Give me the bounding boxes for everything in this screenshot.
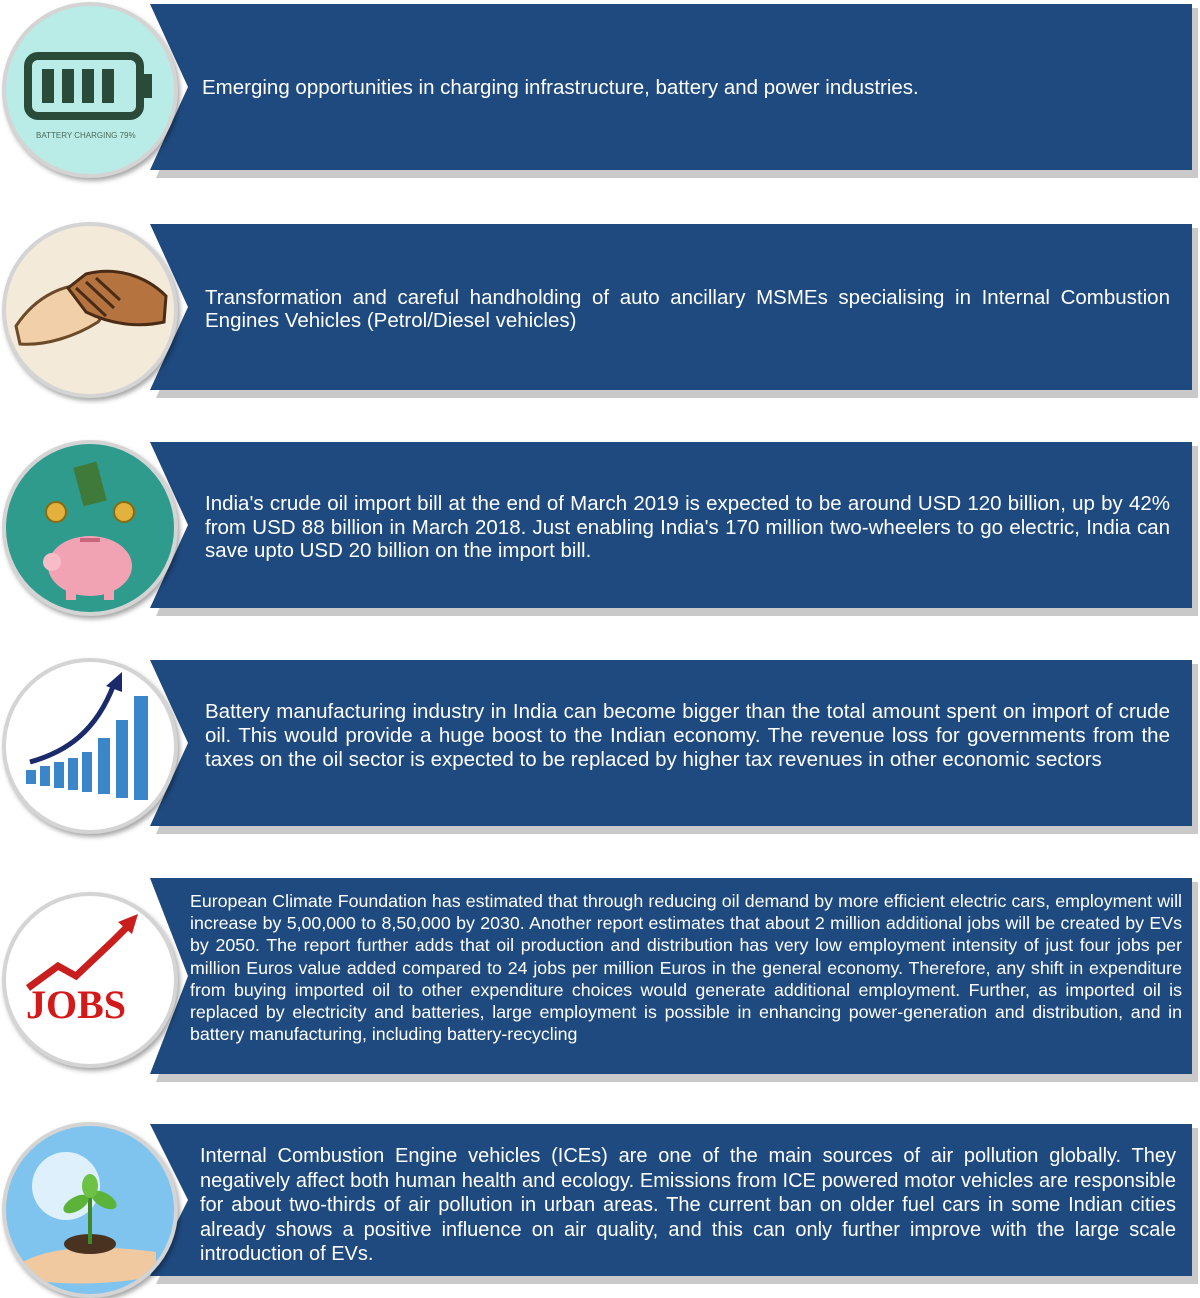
info-text: Transformation and careful handholding of auto ancillary MSMEs specialising in Internal Combustion Engines Vehicles (Petrol/Diesel vehicles) [205, 286, 1170, 332]
battery-caption: BATTERY CHARGING 79% [36, 131, 136, 140]
piggy-bank-money-icon [2, 440, 178, 616]
growth-bar-chart-icon [2, 658, 178, 834]
handshake-grip-icon [2, 222, 178, 398]
info-text: European Climate Foundation has estimated that through reducing oil demand by more efficient electric cars, employment will increase by 5,00,000 to 8,50,000 by 2030. Another report estimates that about 2 million additional jobs will be created by EVs by 2050. The report further adds that oil production and distribution has very low employment intensity of just four jobs per million Euros value added compared to 24 jobs per million Euros in the general economy. Therefore, any shift in expenditure from buying imported oil to other expenditure choices would generate additional employment. Further, as imported oil is replaced by electricity and batteries, large employment is possible in enhancing power-generation and distribution, and in battery manufacturing, including battery-recycling [190, 891, 1182, 1045]
jobs-growth-icon [2, 892, 178, 1068]
info-text: Emerging opportunities in charging infrastructure, battery and power industries. [202, 76, 919, 99]
jobs-caption: JOBS [26, 982, 127, 1027]
info-text: Battery manufacturing industry in India can become bigger than the total amount spent on import of crude oil. This would provide a huge boost to the Indian economy. The revenue loss for governments from the taxes on the oil sector is expected to be replaced by higher tax revenues in other economic sectors [205, 700, 1170, 771]
info-text: India's crude oil import bill at the end of March 2019 is expected to be around USD 120 billion, up by 42% from USD 88 billion in March 2018. Just enabling India's 170 million two-wheelers to go electric, India can save upto USD 20 billion on the import bill. [205, 492, 1170, 562]
battery-charging-icon [2, 2, 178, 178]
info-text: Internal Combustion Engine vehicles (ICEs) are one of the main sources of air pollution globally. They negatively affect both human health and ecology. Emissions from ICE powered motor vehicles are responsible for about two-thirds of air pollution in urban areas. The current ban on older fuel cars in some Indian cities already shows a positive influence on air quality, and this can only further improve with the large scale introduction of EVs. [200, 1145, 1176, 1265]
plant-in-hand-icon [2, 1122, 178, 1298]
